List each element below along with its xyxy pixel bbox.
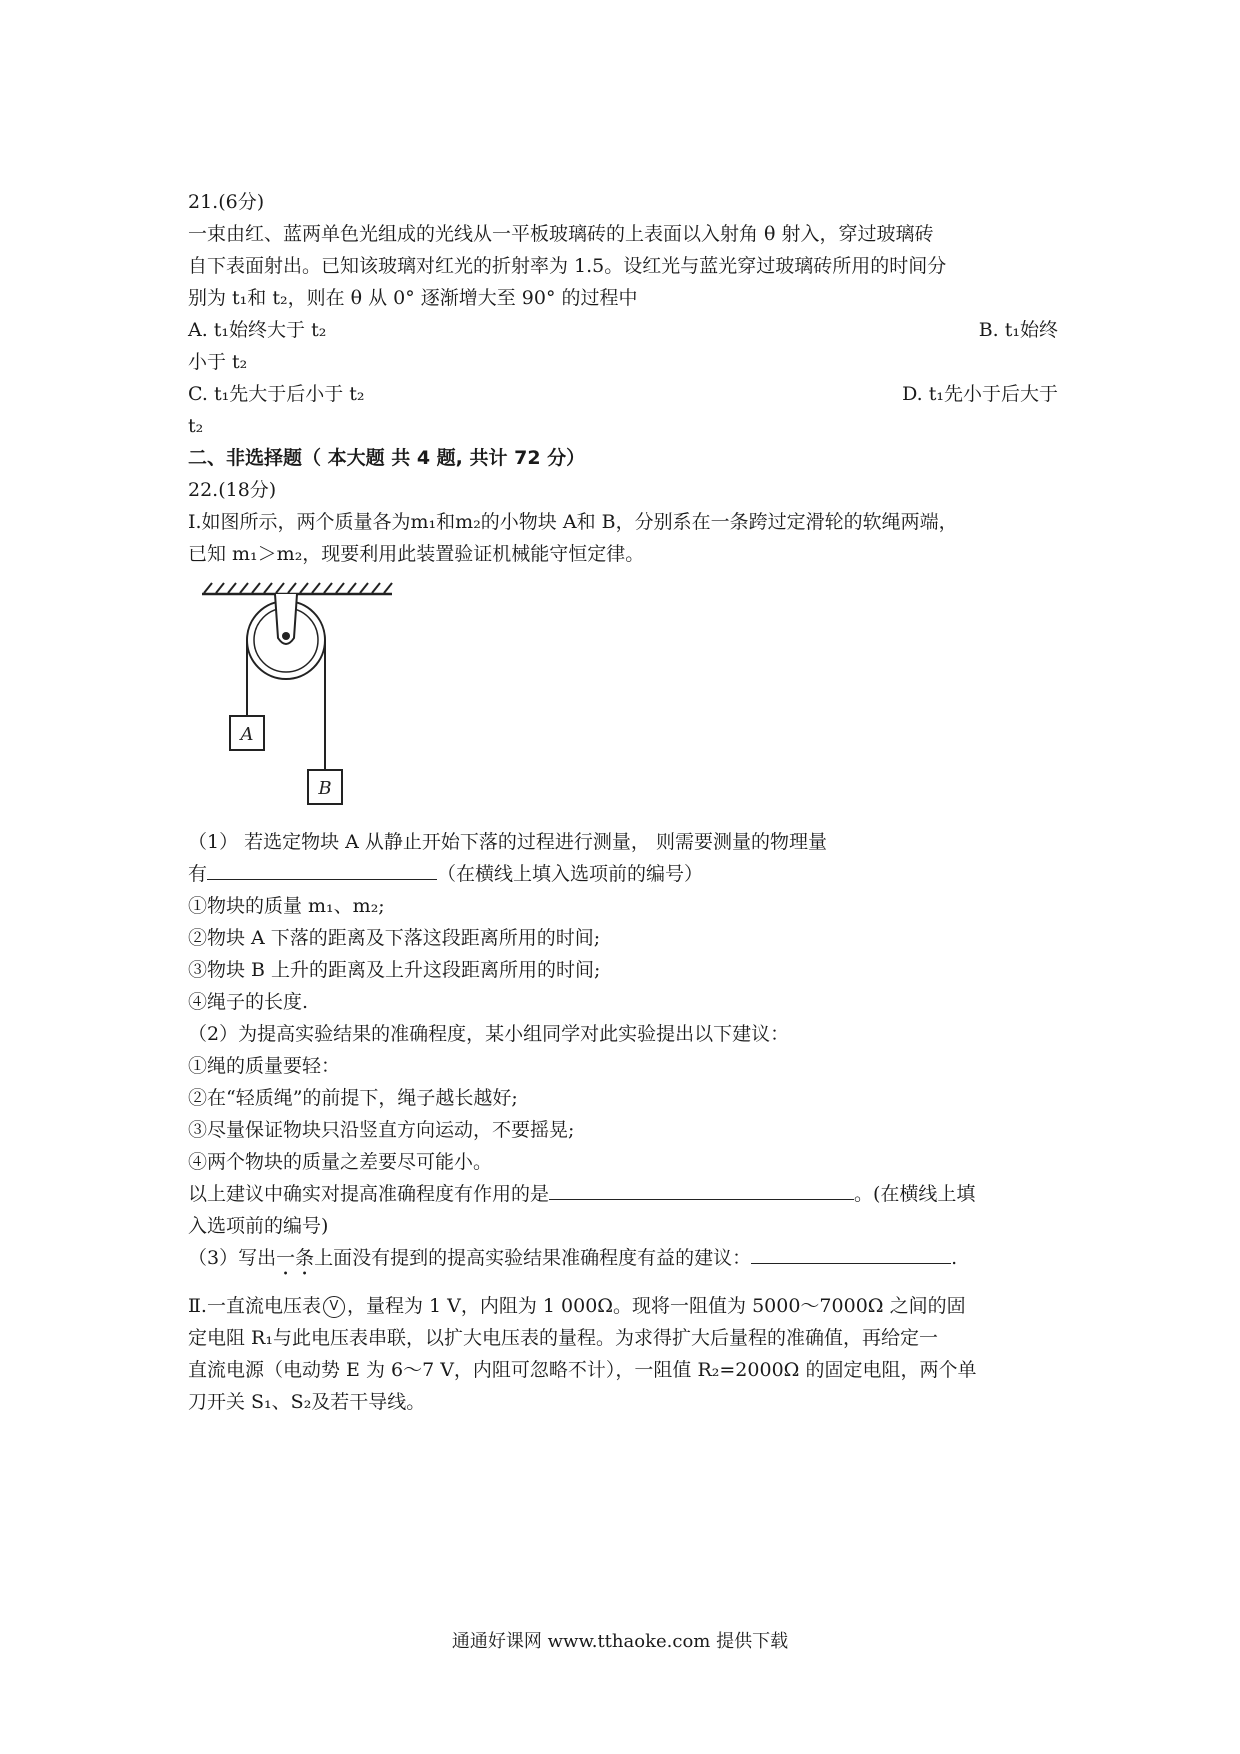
pulley-axle xyxy=(282,632,290,640)
q21-options-row-2 xyxy=(188,378,1058,410)
voltmeter-icon: V xyxy=(323,1296,345,1318)
q21-option-d: D. t₁先小于后大于 xyxy=(902,383,1058,405)
q21-option-b-continued: 小于 t₂ xyxy=(188,351,248,373)
q21-option-b: B. t₁始终 xyxy=(978,319,1058,341)
q22-s2-question xyxy=(188,1178,1058,1210)
block-b-label: B xyxy=(318,778,332,799)
block-a-label: A xyxy=(240,724,254,745)
q22-s1-option-3: ③物块 B 上升的距离及上升这段距离所用的时间; xyxy=(188,959,601,981)
q22-s2-question-line-2: 入选项前的编号) xyxy=(188,1215,329,1237)
q22-s3-post: . xyxy=(951,1247,958,1269)
q21-text-line-3: 别为 t₁和 t₂，则在 θ 从 0° 逐渐增大至 90° 的过程中 xyxy=(188,287,638,309)
q22-s2-option-1: ①绳的质量要轻： xyxy=(188,1055,341,1077)
q22-s1-line-2 xyxy=(188,858,1058,890)
page-footer: 通通好课网 www.tthaoke.com 提供下载 xyxy=(451,1631,789,1652)
q21-header: 21.(6分) xyxy=(188,191,265,213)
q22-s1-pre: 有 xyxy=(188,863,208,885)
q22-part2-line-1-post: ，量程为 1 V，内阻为 1 000Ω。现将一阻值为 5000～7000Ω 之间的固 xyxy=(346,1295,966,1317)
q22-part2-line-3: 直流电源（电动势 E 为 6～7 V，内阻可忽略不计），一阻值 R₂=2000Ω 的固定电阻，两个单 xyxy=(188,1359,977,1381)
ceiling-hatching xyxy=(204,583,392,593)
q22-s3-question xyxy=(188,1242,1058,1280)
q22-s2-option-3: ③尽量保证物块只沿竖直方向运动，不要摇晃; xyxy=(188,1119,575,1141)
q22-s1-option-2: ②物块 A 下落的距离及下落这段距离所用的时间; xyxy=(188,927,601,949)
q21-option-c: C. t₁先大于后小于 t₂ xyxy=(188,383,365,405)
q22-s2-question-post: 。(在横线上填 xyxy=(854,1183,976,1205)
q22-s3-pre: （3）写出 xyxy=(188,1247,277,1269)
q22-s1-line-1: （1） 若选定物块 A 从静止开始下落的过程进行测量， 则需要测量的物理量 xyxy=(188,831,827,853)
q22-part2-pre: Ⅱ.一直流电压表 xyxy=(188,1295,321,1317)
q22-header: 22.(18分) xyxy=(188,479,277,501)
q22-s1-post: （在横线上填入选项前的编号） xyxy=(437,863,704,885)
q22-s2-question-pre: 以上建议中确实对提高准确程度有作用的是 xyxy=(188,1183,550,1205)
q21-text-line-1: 一束由红、蓝两单色光组成的光线从一平板玻璃砖的上表面以入射角 θ 射入，穿过玻璃砖 xyxy=(188,223,934,245)
q22-s3-answer-blank[interactable] xyxy=(751,1245,951,1264)
q22-s2-option-4: ④两个物块的质量之差要尽可能小。 xyxy=(188,1151,493,1173)
q22-part1-line-2: 已知 m₁＞m₂，现要利用此装置验证机械能守恒定律。 xyxy=(188,543,645,565)
section-2-title: 二、非选择题（ 本大题 共 4 题, 共计 72 分） xyxy=(188,447,586,469)
q22-part2-line-4: 刀开关 S₁、S₂及若干导线。 xyxy=(188,1391,426,1413)
page-content xyxy=(188,186,1058,1418)
q22-s2-option-2: ②在“轻质绳”的前提下，绳子越长越好; xyxy=(188,1087,518,1109)
q21-options-row-1 xyxy=(188,314,1058,346)
q22-s1-option-4: ④绳子的长度. xyxy=(188,991,309,1013)
q22-s1-answer-blank[interactable] xyxy=(207,861,437,880)
q21-option-a: A. t₁始终大于 t₂ xyxy=(188,319,327,341)
pulley-figure xyxy=(196,580,396,820)
q22-part2-line-2: 定电阻 R₁与此电压表串联，以扩大电压表的量程。为求得扩大后量程的准确值，再给定一 xyxy=(188,1327,938,1349)
q22-s3-mid: 上面没有提到的提高实验结果准确程度有益的建议： xyxy=(314,1247,752,1269)
q22-s1-option-1: ①物块的质量 m₁、m₂; xyxy=(188,895,385,917)
q22-s3-emphasis: 一条 xyxy=(276,1247,315,1269)
q21-text-line-2: 自下表面射出。已知该玻璃对红光的折射率为 1.5。设红光与蓝光穿过玻璃砖所用的时间分 xyxy=(188,255,947,277)
pulley-diagram xyxy=(196,580,396,820)
q22-s2-answer-blank[interactable] xyxy=(549,1181,854,1200)
q22-part1-line-1: Ⅰ.如图所示，两个质量各为m₁和m₂的小物块 A和 B，分别系在一条跨过定滑轮的软绳两端， xyxy=(188,511,958,533)
q22-s2-intro: （2）为提高实验结果的准确程度，某小组同学对此实验提出以下建议： xyxy=(188,1023,790,1045)
q22-part2-line-1 xyxy=(188,1290,1058,1322)
q21-option-d-continued: t₂ xyxy=(188,415,204,437)
